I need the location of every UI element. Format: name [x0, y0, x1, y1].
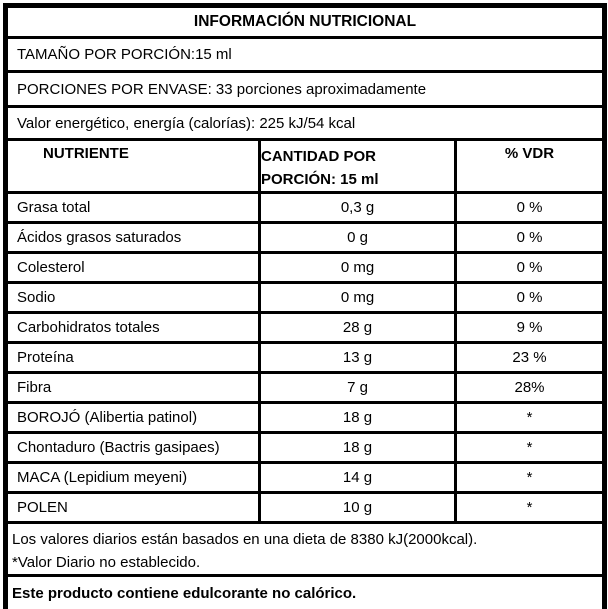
table-row [8, 464, 602, 494]
nutrient-name: POLEN [8, 494, 261, 521]
nutrient-vdr: 28% [514, 379, 545, 396]
nutrient-amount: 0 g [261, 224, 457, 251]
nutrient-name: Fibra [8, 374, 261, 401]
nutrient-amount: 0,3 g [261, 194, 457, 221]
nutrient-vdr: 0 % [516, 229, 543, 246]
nutrient-amount: 0 mg [261, 284, 457, 311]
nutrient-vdr: 23 % [512, 349, 547, 366]
nutrient-vdr: 0 % [516, 289, 543, 306]
servings-per-container-row: PORCIONES POR ENVASE: 33 porciones aproximadamente [8, 73, 602, 108]
nutrient-amount: 18 g [261, 404, 457, 431]
column-header-amount-line1: CANTIDAD POR [261, 148, 376, 165]
nutrient-vdr: 0 % [516, 259, 543, 276]
table-row [8, 254, 602, 284]
daily-values-footnote [8, 524, 602, 577]
column-header-nutrient: NUTRIENTE [8, 141, 261, 191]
nutrient-amount: 18 g [261, 434, 457, 461]
table-header-row [8, 141, 602, 194]
nutrient-name: Chontaduro (Bactris gasipaes) [8, 434, 261, 461]
nutrient-name: BOROJÓ (Alibertia patinol) [8, 404, 261, 431]
table-row [8, 314, 602, 344]
nutrient-vdr: 0 % [516, 199, 543, 216]
nutrient-vdr: 9 % [516, 319, 543, 336]
nutrient-amount: 28 g [261, 314, 457, 341]
table-row [8, 374, 602, 404]
nutrient-vdr: * [526, 499, 533, 516]
footnote-line-1: Los valores diarios están basados en una dieta de 8380 kJ(2000kcal). [12, 531, 478, 548]
table-row [8, 494, 602, 524]
nutrient-vdr: * [526, 439, 533, 456]
table-row [8, 284, 602, 314]
nutrient-name: Proteína [8, 344, 261, 371]
label-title: INFORMACIÓN NUTRICIONAL [8, 8, 602, 39]
serving-size-row: TAMAÑO POR PORCIÓN:15 ml [8, 39, 602, 73]
nutrient-name: MACA (Lepidium meyeni) [8, 464, 261, 491]
table-row [8, 194, 602, 224]
energy-value-row: Valor energético, energía (calorías): 225 kJ/54 kcal [8, 108, 602, 141]
sweetener-note: Este producto contiene edulcorante no calórico. [12, 584, 357, 602]
table-row [8, 434, 602, 464]
footnote-line-2: *Valor Diario no establecido. [12, 554, 201, 571]
nutrient-amount: 10 g [261, 494, 457, 521]
nutrient-name: Ácidos grasos saturados [8, 224, 261, 251]
nutrient-amount: 13 g [261, 344, 457, 371]
column-header-amount-line2: PORCIÓN: 15 ml [261, 171, 379, 188]
nutrient-name: Sodio [8, 284, 261, 311]
nutrient-name: Colesterol [8, 254, 261, 281]
nutrient-amount: 0 mg [261, 254, 457, 281]
nutrient-amount: 7 g [261, 374, 457, 401]
table-row [8, 404, 602, 434]
nutrition-label [3, 3, 607, 609]
table-row [8, 224, 602, 254]
nutrient-vdr: * [526, 469, 533, 486]
nutrient-name: Grasa total [8, 194, 261, 221]
column-header-amount [261, 141, 457, 191]
table-row [8, 344, 602, 374]
nutrient-amount: 14 g [261, 464, 457, 491]
nutrient-name: Carbohidratos totales [8, 314, 261, 341]
column-header-vdr: % VDR [504, 145, 555, 162]
nutrient-vdr: * [526, 409, 533, 426]
